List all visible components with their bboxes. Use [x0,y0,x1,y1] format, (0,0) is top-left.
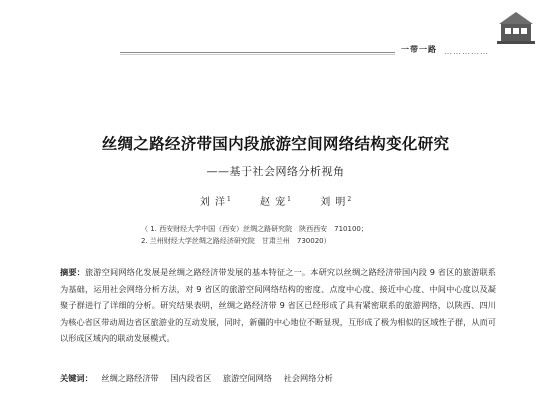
keywords-label: 关键词： [60,373,93,383]
keyword: 旅游空间网络 [222,373,273,383]
paper-title: 丝绸之路经济带国内段旅游空间网络结构变化研究 [101,135,450,153]
journal-section-tag: 一带一路 [395,44,443,55]
author: 赵 宠 $^1$ [259,195,291,208]
affiliation: （ 1. 西安财经大学中国（西安）丝绸之路研究院 陕西西安 710100； [141,225,368,233]
keyword: 国内段省区 [170,373,212,383]
author-list [0,193,551,208]
keyword: 丝绸之路经济带 [101,373,159,383]
author: 刘 洋 $^1$ [199,195,231,208]
keywords [60,373,496,384]
keyword: 社会网络分析 [283,373,333,383]
seal-logo-icon [495,8,537,46]
affiliation: 2. 兰州财经大学丝绸之路经济研究院 甘肃兰州 730020） [141,237,331,245]
paper-subtitle: ——基于社会网络分析视角 [206,165,345,178]
abstract [60,264,496,347]
abstract-text: 旅游空间网络化发展是丝绸之路经济带发展的基本特征之一。本研究以丝绸之路经济带国内段 9 省区的旅游联系为基础，运用社会网络分析方法，对 9 省区的旅游空间网络结构的密度、点度中心度、接近中心度、中间中心度以及凝聚子群进行了详细的分析。研究结果表明，丝绸之路经济带 9 省区已经形成了具有紧密联系的旅游网络，以陕西、四川为核心省区带动周边省区旅游业的互动发展，同时，新疆的中心地位不断显现，互形成了极为相似的区域性子群，从而可以形成区域内的联动发展模式。 [60,267,496,343]
abstract-label: 摘要： [60,267,86,277]
author: 刘 明 $^2$ [320,195,352,208]
header-dots: …………… [444,47,489,56]
